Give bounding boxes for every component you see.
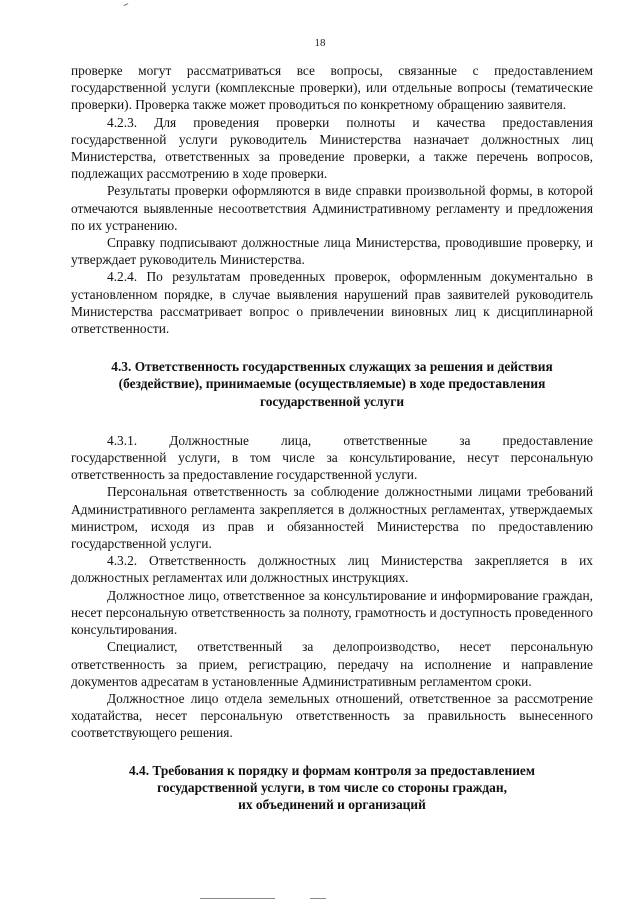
scan-bottom-lines xyxy=(200,898,400,900)
paragraph: Должностное лицо отдела земельных отношений, ответственное за рассмотрение ходатайства, несет персональную ответственность за правильность вынесенного соответствующего решения. xyxy=(71,690,593,741)
section-heading xyxy=(71,762,593,814)
word: лица, xyxy=(280,432,312,448)
paragraph: Специалист, ответственный за делопроизводство, несет персональную ответственность за прием, регистрацию, передачу на исполнение и направление документов адресатам в установленные Административным регламентом сроки. xyxy=(71,639,593,689)
paragraph-first-line xyxy=(71,432,593,449)
paragraph: проверке могут рассматриваться все вопросы, связанные с предоставлением государственной услуги (комплексные проверки), или отдельные вопросы (тематические проверки). Проверка также может проводиться по конкретному обращению заявителя. xyxy=(71,63,593,113)
paragraph: 4.3.2. Ответственность должностных лиц Министерства закрепляется в их должностных регламентах или должностных инструкциях. xyxy=(71,553,593,586)
paragraph: 4.2.4. По результатам проведенных проверок, оформленным документально в установленном порядке, в случае выявления нарушений прав заявителей руководитель Министерства рассматривает вопрос о привлечении виновных лиц к дисциплинарной ответственности. xyxy=(71,269,593,337)
paragraph: государственной услуги, в том числе за консультирование, несут персональную ответственность за предоставление государственной услуги. xyxy=(71,450,593,483)
document-body xyxy=(71,62,593,813)
word: Должностные xyxy=(169,432,249,448)
heading-line: 4.3. Ответственность государственных служащих за решения и действия xyxy=(111,359,553,375)
paragraph: 4.2.3. Для проведения проверки полноты и качества предоставления государственной услуги руководитель Министерства назначает должностных лиц Министерства, ответственных за проведение проверки, а также перечень вопросов, подлежащих рассмотрению в ходе проверки. xyxy=(71,114,593,182)
scan-mark xyxy=(123,3,129,9)
section-spacer xyxy=(71,742,593,762)
page-number: 18 xyxy=(314,37,326,49)
paragraph: Справку подписывают должностные лица Министерства, проводившие проверку, и утверждает руководитель Министерства. xyxy=(71,235,593,268)
section-spacer xyxy=(71,410,593,432)
section-spacer xyxy=(71,337,593,358)
word: предоставление xyxy=(502,432,593,448)
section-heading xyxy=(71,358,593,410)
heading-line: (бездействие), принимаемые (осуществляемые) в ходе предоставления xyxy=(118,376,546,392)
heading-line: государственной услуги xyxy=(259,393,405,409)
word: за xyxy=(459,432,471,448)
word: 4.3.1. xyxy=(107,432,138,448)
word: ответственные xyxy=(343,432,428,448)
paragraph: Результаты проверки оформляются в виде справки произвольной формы, в которой отмечаются выявленные несоответствия Административному регламенту и предложения по их устранению. xyxy=(71,183,593,233)
heading-line: 4.4. Требования к порядку и формам контроля за предоставлением xyxy=(128,762,535,778)
heading-line: государственной услуги, в том числе со стороны граждан, xyxy=(157,779,507,795)
paragraph: Персональная ответственность за соблюдение должностными лицами требований Административного регламента закрепляется в должностных регламентах, утверждаемых министром, исходя из прав и обязанностей Министерства по предоставлению государственной услуги. xyxy=(71,484,593,552)
heading-line: их объединений и организаций xyxy=(238,796,426,812)
paragraph: Должностное лицо, ответственное за консультирование и информирование граждан, несет персональную ответственность за полноту, грамотность и доступность проведенного консультирования. xyxy=(71,587,593,638)
